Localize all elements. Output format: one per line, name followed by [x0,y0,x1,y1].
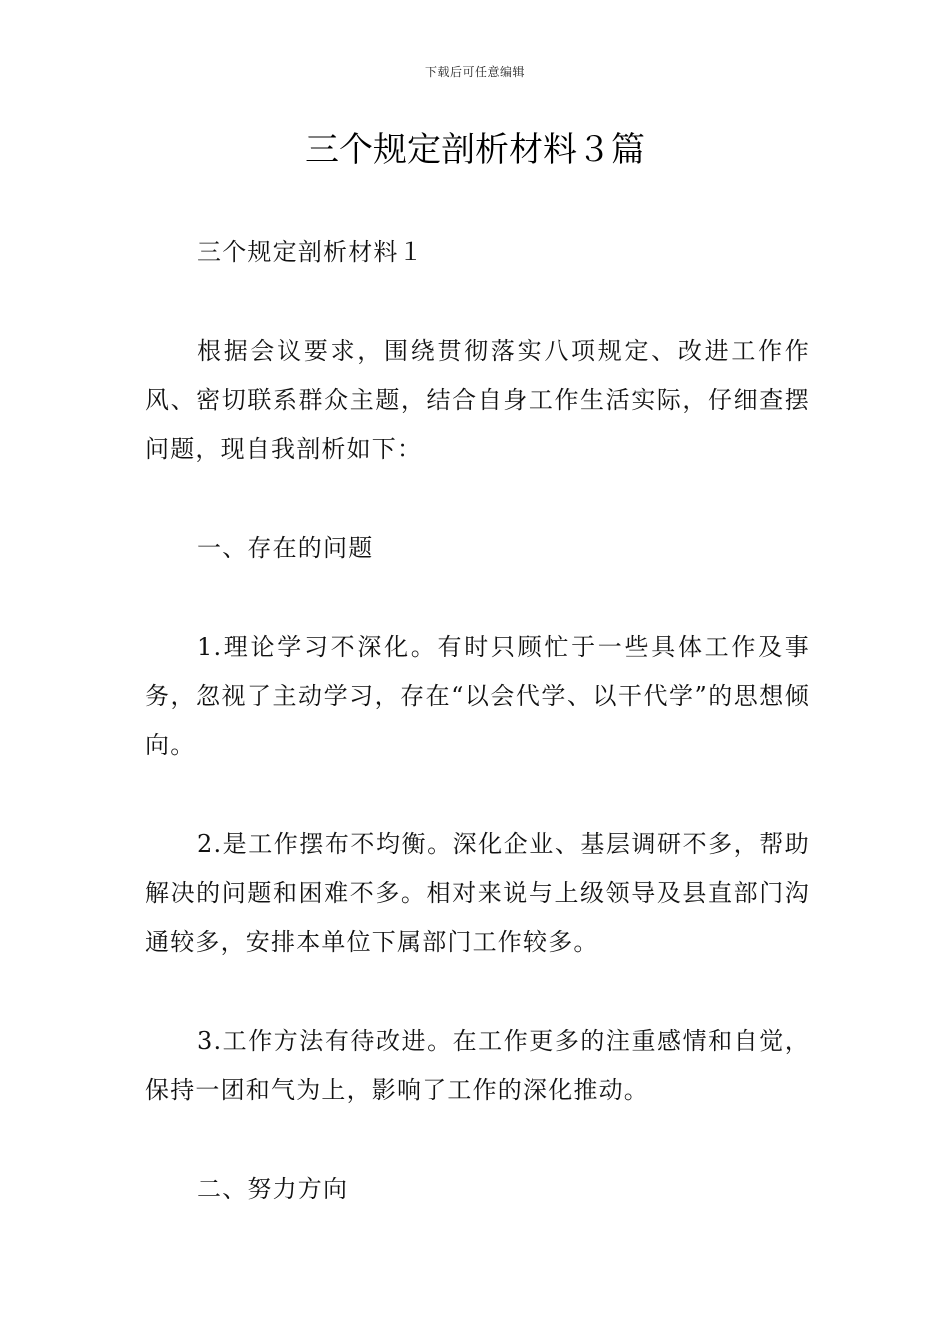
paragraph-item-1: 1.理论学习不深化。有时只顾忙于一些具体工作及事务，忽视了主动学习，存在“以会代学、以干代学”的思想倾向。 [145,633,810,759]
paragraph-item-3: 3.工作方法有待改进。在工作更多的注重感情和自觉，保持一团和气为上，影响了工作的深化推动。 [145,1027,810,1104]
section-subtitle: 三个规定剖析材料１ [197,238,424,266]
document-body [145,228,810,1214]
paragraph-item-2: 2.是工作摆布不均衡。深化企业、基层调研不多，帮助解决的问题和困难不多。相对来说与上级领导及县直部门沟通较多，安排本单位下属部门工作较多。 [145,830,810,956]
header-note: 下载后可任意编辑 [424,65,525,79]
heading-problems: 一、存在的问题 [197,534,374,562]
heading-direction: 二、努力方向 [197,1175,349,1203]
paragraph-intro: 根据会议要求，围绕贯彻落实八项规定、改进工作作风、密切联系群众主题，结合自身工作生活实际，仔细查摆问题，现自我剖析如下： [145,337,810,463]
document-title: 三个规定剖析材料３篇 [305,130,645,170]
